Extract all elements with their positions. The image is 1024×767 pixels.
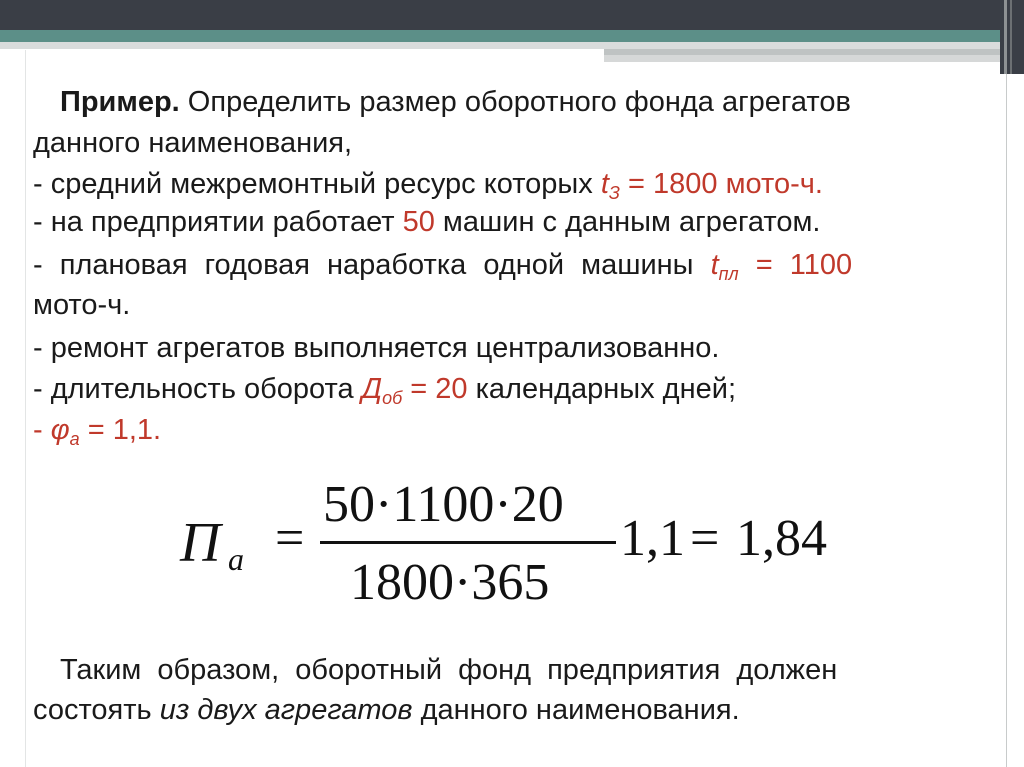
formula-lhs-sub: а	[228, 541, 244, 577]
slide-line-4: - на предприятии работает 50 машин с данным агрегатом.	[33, 206, 821, 238]
slide-line-2: данного наименования,	[33, 127, 353, 159]
slide-line-8: - длительность оборота $Д_{об} = 20$ календарных дней;	[33, 373, 737, 408]
var-dob: $Д_{об}$	[361, 373, 403, 408]
formula-multiplier: 1,1	[620, 510, 685, 567]
formula-denominator: 1800·365	[350, 554, 550, 611]
corner-line	[1010, 0, 1012, 74]
conclusion-line-1: Таким образом, оборотный фонд предприятия должен	[60, 654, 838, 686]
header-band-teal	[0, 30, 1000, 42]
conclusion-line-2: состоять из двух агрегатов данного наименования.	[33, 694, 740, 726]
formula-lhs: П	[180, 512, 221, 574]
formula-result: 1,84	[736, 510, 827, 567]
right-rule	[1006, 74, 1007, 767]
slide-line-5: - плановая годовая наработка одной машины $t_{пл} = 1100$	[33, 249, 853, 284]
formula-equals-2: =	[690, 510, 720, 567]
var-t3: $t_З$	[600, 168, 620, 203]
formula-equals: =	[275, 510, 305, 567]
corner-line	[1004, 0, 1007, 74]
formula	[180, 475, 880, 615]
slide-line-1: Пример. Определить размер оборотного фонда агрегатов	[60, 86, 851, 118]
slide-line-6: мото-ч.	[33, 289, 131, 321]
formula-numerator: 50·1100·20	[323, 476, 564, 533]
var-tpl: $t_{пл}$	[710, 249, 739, 284]
slide-line-7: - ремонт агрегатов выполняется централизованно.	[33, 332, 720, 364]
header-stripe	[604, 55, 1000, 62]
left-rule	[25, 50, 26, 767]
var-phi: $\varphi_а$	[50, 414, 80, 449]
example-label: Пример.	[60, 86, 180, 118]
fraction-bar	[320, 541, 616, 544]
header-band-dark	[0, 0, 1000, 30]
slide-line-9: - $\varphi_а = 1,1$.	[33, 414, 162, 449]
header-band-grey	[0, 42, 1000, 49]
slide-line-3: - средний межремонтный ресурс которых $t_З = 1800$ мото-ч.	[33, 168, 823, 203]
